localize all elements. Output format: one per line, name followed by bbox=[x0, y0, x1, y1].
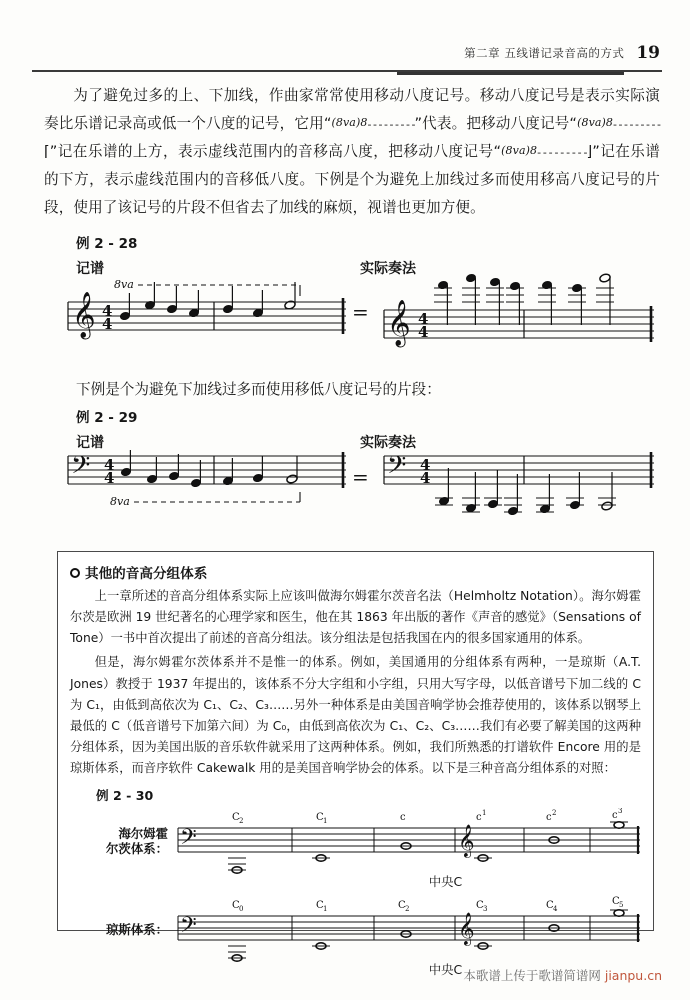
paragraph-1-part-1: 为了避免过多的上、下加线，作曲家常常使用移动八度记号。移动八度记号是表示实际演奏比乐谱记录高或低一个八度的记号，它用“ bbox=[44, 87, 660, 133]
helmholtz-label-3: c bbox=[476, 812, 482, 824]
paragraph-2: 下例是个为避免下加线过多而使用移低八度记号的片段： bbox=[76, 381, 441, 398]
example-2-28-actual-label: 实际奏法 bbox=[360, 261, 416, 277]
equals-sign-1: = bbox=[352, 300, 369, 324]
svg-text:2: 2 bbox=[405, 905, 410, 914]
jones-staff bbox=[174, 896, 644, 962]
example-2-29-label-wrap bbox=[76, 406, 137, 426]
example-2-30-label: 例 2 - 30 bbox=[96, 788, 154, 804]
svg-text:𝄢: 𝄢 bbox=[180, 913, 197, 944]
dash-run-3: - - - - - - - - - bbox=[537, 146, 587, 160]
sidebox-title-row bbox=[70, 562, 641, 582]
helmholtz-label-1: C bbox=[316, 812, 324, 824]
svg-text:3: 3 bbox=[483, 905, 488, 914]
svg-text:2: 2 bbox=[552, 809, 557, 818]
example-2-28-sounding-staff bbox=[378, 270, 660, 350]
sidebox-title: 其他的音高分组体系 bbox=[85, 566, 208, 582]
jones-label-5: C bbox=[612, 896, 620, 908]
svg-text:8va: 8va bbox=[110, 495, 130, 508]
example-2-29-sounding-staff bbox=[378, 448, 660, 526]
chapter-title: 第二章 五线谱记录音高的方式 bbox=[464, 45, 625, 60]
svg-text:4: 4 bbox=[102, 302, 113, 320]
sidebox-paragraph-1: 上一章所述的音高分组体系实际上应该叫做海尔姆霍尔茨音名法（Helmholtz Notation）。海尔姆霍尔茨是欧洲 19 世纪著名的心理学家和医生，他在其 1863 年出版的著作《声音的感觉》（Sensations of Tone）一书中首次提出了前述的音高分组法。该分组法是包括我国在内的很多国家通用的体系。 bbox=[70, 589, 641, 646]
circle-bullet-icon bbox=[70, 568, 80, 578]
svg-text:4: 4 bbox=[104, 469, 115, 487]
svg-text:𝄞: 𝄞 bbox=[387, 300, 411, 346]
paragraph-1-part-4: ”记在乐谱的下方，表示虚线范围内的音移低八度。下例是个为避免上加线过多而使用移高八度记号的片段，使用了该记号的片段不但省去了加线的麻烦，视谱也更加方便。 bbox=[44, 143, 660, 217]
helmholtz-label-5: c bbox=[612, 810, 618, 822]
jones-middle-c-label: 中央C bbox=[428, 962, 463, 978]
page-header bbox=[0, 42, 690, 68]
example-2-28-label-wrap bbox=[76, 232, 137, 252]
svg-text:5: 5 bbox=[619, 901, 624, 910]
jones-label-0: C bbox=[232, 900, 240, 912]
helmholtz-system-row bbox=[70, 808, 641, 874]
page-number: 19 bbox=[636, 42, 660, 63]
helmholtz-label-4: c bbox=[546, 812, 552, 824]
jones-label-4: C bbox=[546, 900, 554, 912]
paragraph-1-part-3: ”记在乐谱的上方，表示虚线范围内的音移高八度，把移动八度记号“ bbox=[49, 143, 502, 161]
header-rule bbox=[32, 70, 662, 72]
intro-paragraph: 为了避免过多的上、下加线，作曲家常常使用移动八度记号。移动八度记号是表示实际演奏比乐谱记录高或低一个八度的记号，它用“(8va)8- - - - - - - - -”代表。把移动八度记号“(8va)8- - - - - - - - -⌈”记在乐谱的上方，表示虚线范围内的音移高八度，把移动八度记号“(8va)8- - - - - - - - -⌋”记在乐谱的下方，表示虚线范围内的音移低八度。下例是个为避免上加线过多而使用移高八度记号的片段，使用了该记号的片段不但省去了加线的麻烦，视谱也更加方便。 bbox=[44, 87, 661, 217]
equals-sign-2: = bbox=[352, 465, 369, 489]
example-2-29-written-staff bbox=[62, 448, 352, 526]
helmholtz-label-2: c bbox=[400, 812, 406, 824]
example-2-28-notation-label: 记谱 bbox=[76, 261, 104, 277]
svg-text:2: 2 bbox=[239, 817, 244, 826]
svg-text:𝄞: 𝄞 bbox=[72, 292, 96, 338]
svg-text:4: 4 bbox=[104, 456, 115, 474]
example-2-29-label: 例 2 - 29 bbox=[76, 410, 138, 426]
svg-text:4: 4 bbox=[418, 323, 429, 341]
svg-text:4: 4 bbox=[420, 456, 431, 474]
jones-system-row bbox=[70, 896, 641, 962]
ottava-symbol-inline-2: (8va)8 bbox=[577, 116, 614, 130]
svg-text:3: 3 bbox=[618, 808, 623, 816]
ottava-symbol-inline-1: (8va)8 bbox=[331, 116, 368, 130]
ottava-symbol-inline-3: (8va)8 bbox=[501, 144, 538, 158]
example-2-29-notation-label: 记谱 bbox=[76, 435, 104, 451]
svg-text:0: 0 bbox=[239, 905, 244, 914]
example-2-28-label: 例 2 - 28 bbox=[76, 236, 138, 252]
helmholtz-middle-c-label: 中央C bbox=[428, 874, 463, 890]
svg-text:4: 4 bbox=[102, 315, 113, 333]
jones-system-name: 琼斯体系： bbox=[106, 921, 168, 937]
svg-text:𝄢: 𝄢 bbox=[180, 825, 197, 856]
svg-text:1: 1 bbox=[323, 905, 328, 914]
svg-text:1: 1 bbox=[323, 817, 328, 826]
svg-text:4: 4 bbox=[553, 905, 558, 914]
svg-text:𝄞: 𝄞 bbox=[458, 912, 475, 946]
footer-watermark bbox=[463, 966, 662, 984]
footer-text: 本歌谱上传于歌谱简谱网 bbox=[463, 968, 605, 983]
svg-text:𝄞: 𝄞 bbox=[458, 824, 475, 858]
svg-text:𝄢: 𝄢 bbox=[71, 451, 91, 486]
svg-text:4: 4 bbox=[420, 469, 431, 487]
svg-text:𝄢: 𝄢 bbox=[387, 451, 407, 486]
svg-text:4: 4 bbox=[418, 310, 429, 328]
sidebox-paragraph-2: 但是，海尔姆霍尔茨体系并不是惟一的体系。例如，美国通用的分组体系有两种，一是琼斯（A.T. Jones）教授于 1937 年提出的，该体系不分大字组和小字组，只用大写字母，以低音谱号下加二线的 C 为 C₁，由低到高依次为 C₁、C₂、C₃……另外一种体系是由美国音响学协会推荐使用的，该体系以钢琴上最低的 C（低音谱号下加第六间）为 C₀，由低到高依次为 C₁、C₂、C₃……我们有必要了解美国的这两种分组体系，因为美国出版的音乐软件就采用了这两种体系。例如，我们所熟悉的打谱软件 Encore 用的是琼斯体系，而音序软件 Cakewalk 用的是美国音响学协会的体系。以下是三种音高分组体系的对照： bbox=[70, 655, 641, 776]
svg-text:8va: 8va bbox=[114, 278, 134, 291]
footer-site: jianpu.cn bbox=[604, 968, 662, 983]
helmholtz-system-name: 海尔姆霍 尔茨体系： bbox=[106, 825, 168, 857]
jones-label-1: C bbox=[316, 900, 324, 912]
jones-label-2: C bbox=[398, 900, 406, 912]
example-2-29-actual-label: 实际奏法 bbox=[360, 435, 416, 451]
helmholtz-staff bbox=[174, 808, 644, 874]
paragraph-1-part-2: ”代表。把移动八度记号“ bbox=[414, 115, 578, 133]
svg-text:1: 1 bbox=[482, 809, 487, 818]
example-2-28-written-staff bbox=[62, 276, 352, 348]
dash-run-2: - - - - - - - - - bbox=[613, 118, 661, 132]
dash-run-1: - - - - - - - - - bbox=[367, 118, 415, 132]
jones-label-3: C bbox=[476, 900, 484, 912]
helmholtz-label-0: C bbox=[232, 812, 240, 824]
